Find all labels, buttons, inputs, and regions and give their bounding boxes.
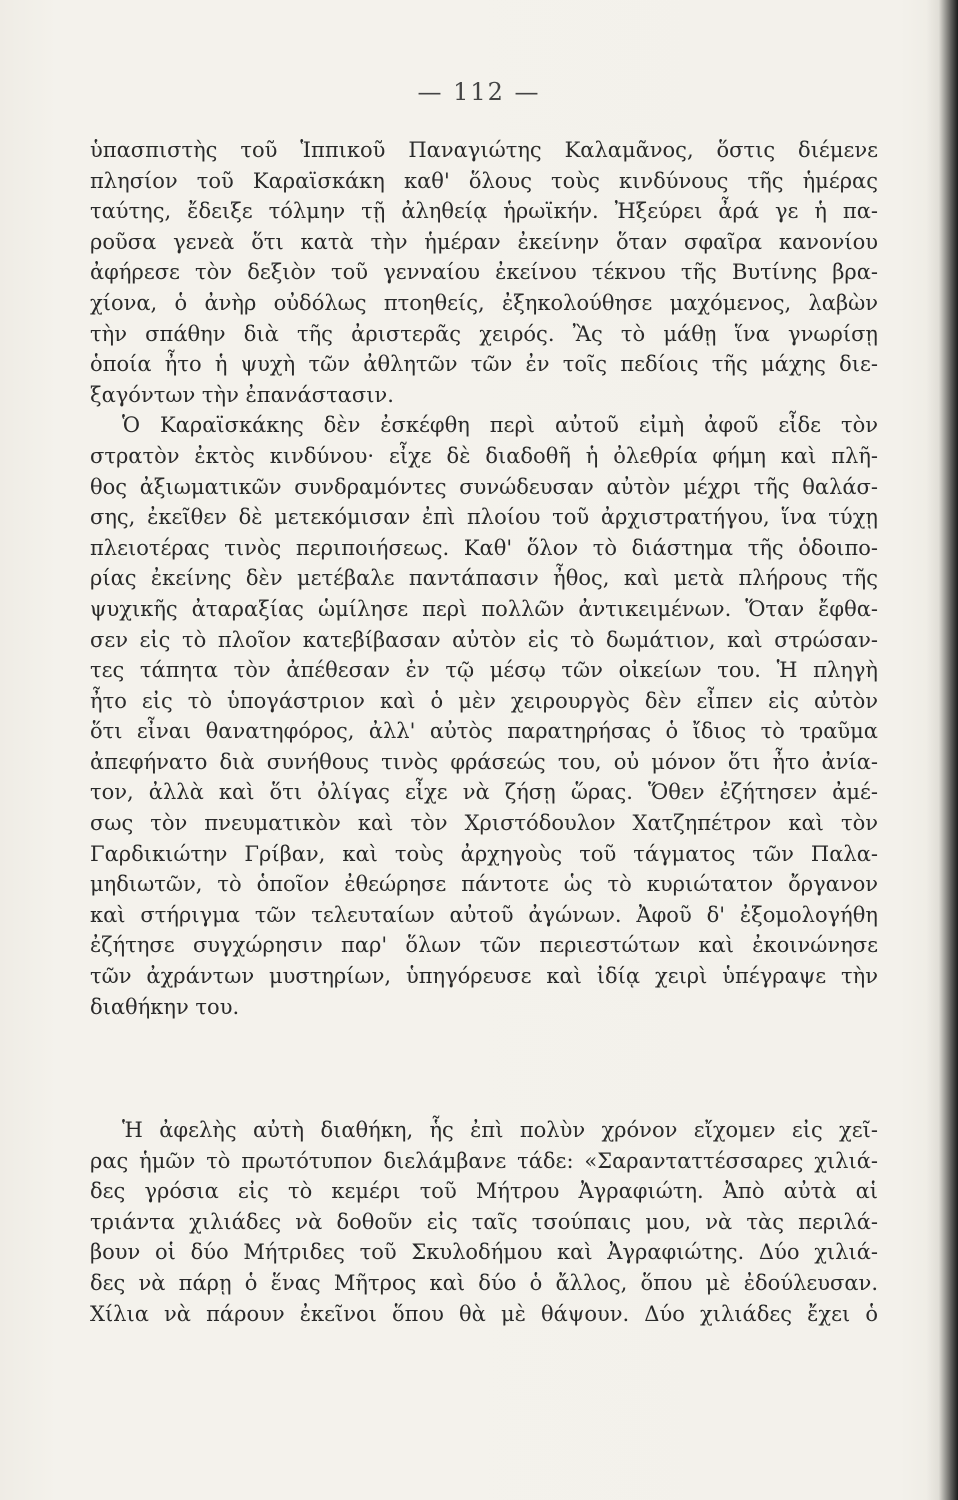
text-line: σεν εἰς τὸ πλοῖον κατεβίβασαν αὐτὸν εἰς τὸ δωμάτιον, καὶ στρώσαν-: [90, 627, 878, 652]
text-line: διαθήκην του.: [90, 994, 240, 1019]
text-line: στρατὸν ἐκτὸς κινδύνου· εἶχε δὲ διαδοθῆ ἡ ὀλεθρία φήμη καὶ πλῆ-: [90, 443, 878, 468]
text-line: σως τὸν πνευματικὸν καὶ τὸν Χριστόδουλον Χατζηπέτρον καὶ τὸν: [90, 811, 878, 836]
text-line: ὁποία ἦτο ἡ ψυχὴ τῶν ἀθλητῶν τῶν ἐν τοῖς πεδίοις τῆς μάχης διε-: [90, 352, 878, 377]
text-line: ὅτι εἶναι θανατηφόρος, ἀλλ' αὐτὸς παρατηρήσας ὁ ἴδιος τὸ τραῦμα: [90, 719, 878, 744]
text-line: πλειοτέρας τινὸς περιποιήσεως. Καθ' ὅλον τὸ διάστημα τῆς ὁδοιπο-: [90, 535, 878, 560]
text-line: δες νὰ πάρῃ ὁ ἕνας Μῆτρος καὶ δύο ὁ ἄλλος, ὅπου μὲ ἐδούλευσαν.: [90, 1270, 878, 1295]
text-line: ρας ἡμῶν τὸ πρωτότυπον διελάμβανε τάδε: «Σαρανταττέσσαρες χιλιά-: [90, 1148, 878, 1173]
text-line: Χίλια νὰ πάρουν ἐκεῖνοι ὅπου θὰ μὲ θάψουν. Δύο χιλιάδες ἔχει ὁ: [90, 1301, 878, 1326]
text-line: μηδιωτῶν, τὸ ὁποῖον ἐθεώρησε πάντοτε ὡς τὸ κυριώτατον ὄργανον: [90, 872, 878, 897]
text-line: καὶ στήριγμα τῶν τελευταίων αὐτοῦ ἀγώνων. Ἀφοῦ δ' ἐξομολογήθη: [90, 902, 878, 927]
text-line: βουν οἱ δύο Μήτριδες τοῦ Σκυλοδήμου καὶ Ἀγραφιώτης. Δύο χιλιά-: [90, 1240, 878, 1265]
page-number: — 112 —: [417, 78, 541, 106]
paragraph-1: [90, 135, 878, 410]
text-line: ξαγόντων τὴν ἐπανάστασιν.: [90, 382, 394, 407]
paragraph-3: [90, 1115, 878, 1329]
paragraph-2: [90, 410, 878, 1022]
text-block-testament: [90, 1115, 878, 1329]
text-line: δες γρόσια εἰς τὸ κεμέρι τοῦ Μήτρου Ἀγραφιώτη. Ἀπὸ αὐτὰ αἱ: [90, 1179, 878, 1204]
page-shadow-edge: [926, 0, 958, 1500]
text-line: ταύτης, ἔδειξε τόλμην τῇ ἀληθείᾳ ἡρωϊκήν. Ἠξεύρει ἆρά γε ἡ πα-: [90, 199, 878, 224]
text-line: τον, ἀλλὰ καὶ ὅτι ὀλίγας εἶχε νὰ ζήσῃ ὥρας. Ὅθεν ἐζήτησεν ἀμέ-: [90, 780, 878, 805]
text-block-main: [90, 135, 878, 1022]
text-line: ἀπεφήνατο διὰ συνήθους τινὸς φράσεώς του, οὐ μόνον ὅτι ἦτο ἀνία-: [90, 749, 878, 774]
text-line: πλησίον τοῦ Καραϊσκάκη καθ' ὅλους τοὺς κινδύνους τῆς ἡμέρας: [90, 168, 878, 193]
text-line: Ὁ Καραϊσκάκης δὲν ἐσκέφθη περὶ αὐτοῦ εἰμὴ ἀφοῦ εἶδε τὸν: [122, 413, 878, 438]
text-line: τὴν σπάθην διὰ τῆς ἀριστερᾶς χειρός. Ἂς τὸ μάθῃ ἵνα γνωρίσῃ: [90, 321, 878, 346]
text-line: Ἡ ἀφελὴς αὐτὴ διαθήκη, ἧς ἐπὶ πολὺν χρόνον εἴχομεν εἰς χεῖ-: [122, 1118, 878, 1142]
text-line: ρίας ἐκείνης δὲν μετέβαλε παντάπασιν ἦθος, καὶ μετὰ πλήρους τῆς: [90, 566, 878, 591]
text-line: θος ἀξιωματικῶν συνδραμόντες συνώδευσαν αὐτὸν μέχρι τῆς θαλάσ-: [90, 474, 878, 499]
text-line: ἀφήρεσε τὸν δεξιὸν τοῦ γενναίου ἐκείνου τέκνου τῆς Βυτίνης βρα-: [90, 260, 878, 285]
text-line: ροῦσα γενεὰ ὅτι κατὰ τὴν ἡμέραν ἐκείνην ὅταν σφαῖρα κανονίου: [90, 229, 878, 254]
text-line: τῶν ἀχράντων μυστηρίων, ὑπηγόρευσε καὶ ἰδίᾳ χειρὶ ὑπέγραψε τὴν: [90, 964, 878, 989]
text-line: σης, ἐκεῖθεν δὲ μετεκόμισαν ἐπὶ πλοίου τοῦ ἀρχιστρατήγου, ἵνα τύχῃ: [90, 505, 878, 530]
text-line: ἐζήτησε συγχώρησιν παρ' ὅλων τῶν περιεστώτων καὶ ἐκοινώνησε: [90, 933, 878, 958]
text-line: χίονα, ὁ ἀνὴρ οὐδόλως πτοηθείς, ἐξηκολούθησε μαχόμενος, λαβὼν: [90, 290, 878, 315]
text-line: Γαρδικιώτην Γρίβαν, καὶ τοὺς ἀρχηγοὺς τοῦ τάγματος τῶν Παλα-: [90, 841, 878, 866]
text-line: τριάντα χιλιάδες νὰ δοθοῦν εἰς ταῖς τσούπαις μου, νὰ τὰς περιλά-: [90, 1209, 878, 1234]
text-line: ὑπασπιστὴς τοῦ Ἱππικοῦ Παναγιώτης Καλαμᾶνος, ὅστις διέμενε: [90, 138, 878, 162]
text-line: ἦτο εἰς τὸ ὑπογάστριον καὶ ὁ μὲν χειρουργὸς δὲν εἶπεν εἰς αὐτὸν: [90, 688, 878, 713]
text-line: τες τάπητα τὸν ἀπέθεσαν ἐν τῷ μέσῳ τῶν οἰκείων του. Ἡ πληγὴ: [90, 658, 878, 683]
text-line: ψυχικῆς ἀταραξίας ὡμίλησε περὶ πολλῶν ἀντικειμένων. Ὅταν ἔφθα-: [90, 596, 878, 621]
